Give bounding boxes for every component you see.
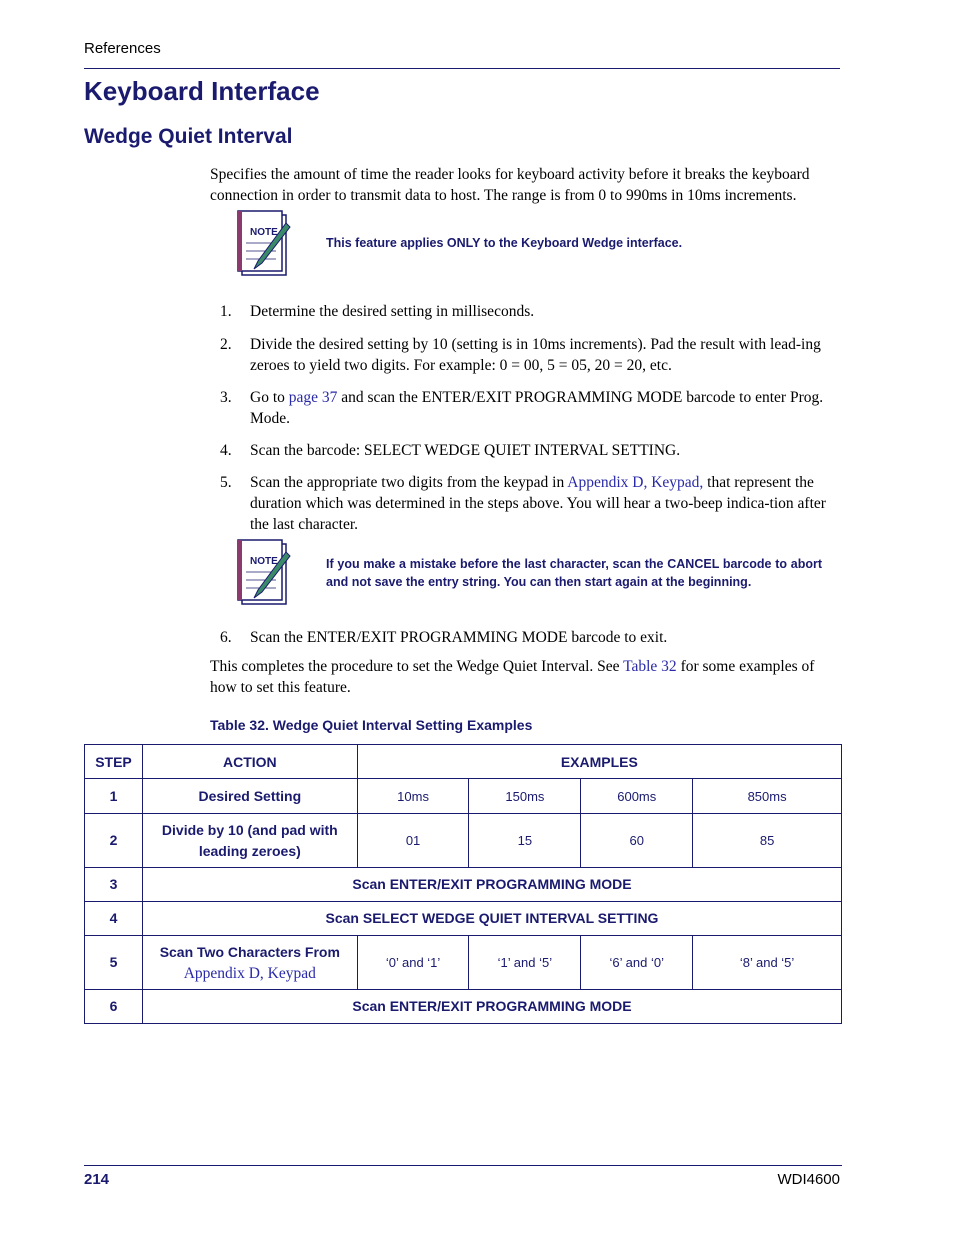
table-row: [85, 902, 842, 936]
note-text: If you make a mistake before the last character, scan the CANCEL barcode to abort and not save the entry string. You can then start again at the beginning.: [326, 557, 822, 589]
example-cell: ‘0’ and ‘1’: [357, 936, 469, 990]
action-cell: Divide by 10 (and pad with leading zeroes): [142, 814, 357, 868]
note-callout: [236, 538, 836, 610]
page-37-link[interactable]: page 37: [288, 389, 338, 406]
examples-table: [84, 744, 842, 1024]
product-name: WDI4600: [777, 1171, 840, 1188]
column-header-examples: EXAMPLES: [357, 745, 841, 779]
note-icon-label: NOTE: [250, 556, 278, 567]
example-cell: ‘6’ and ‘0’: [581, 936, 693, 990]
header-rule: [84, 68, 840, 69]
running-header: [84, 40, 840, 58]
step-text: Determine the desired setting in milliseconds.: [250, 303, 535, 320]
example-cell: 01: [357, 814, 469, 868]
footer-rule: [84, 1165, 842, 1166]
table-row: [85, 990, 842, 1024]
table-32-link[interactable]: Table 32: [623, 658, 677, 675]
note-pencil-icon: [236, 209, 292, 279]
page-title: Keyboard Interface: [84, 76, 320, 106]
step-cell: 4: [85, 902, 143, 936]
step-text: [250, 472, 840, 535]
step-cell: 2: [85, 814, 143, 868]
example-cell: 60: [581, 814, 693, 868]
example-cell: 600ms: [581, 779, 693, 814]
table-caption: Table 32. Wedge Quiet Interval Setting Examples: [210, 717, 533, 733]
example-cell: 150ms: [469, 779, 581, 814]
example-cell: 10ms: [357, 779, 469, 814]
action-span-cell: Scan SELECT WEDGE QUIET INTERVAL SETTING: [142, 902, 841, 936]
step-number: 1.: [220, 303, 232, 320]
note-text: This feature applies ONLY to the Keyboard Wedge interface.: [326, 236, 683, 250]
closing-text-after: for some examples of how to set this feature.: [210, 658, 815, 696]
step-cell: 1: [85, 779, 143, 814]
step-text-after: that represent the duration which was determined in the steps above. You will hear a two-beep indica-tion after the last character.: [250, 474, 826, 533]
step-number: 4.: [220, 442, 232, 459]
step-number: 5.: [220, 474, 232, 491]
action-cell: [142, 936, 357, 990]
example-cell: 850ms: [693, 779, 842, 814]
action-cell: Desired Setting: [142, 779, 357, 814]
table-header-row: [85, 745, 842, 779]
appendix-d-keypad-link[interactable]: Appendix D, Keypad: [183, 964, 316, 982]
example-cell: ‘8’ and ‘5’: [693, 936, 842, 990]
header-section-label: References: [84, 40, 161, 57]
closing-paragraph: [210, 656, 844, 698]
table-row: [85, 936, 842, 990]
table-row: [85, 868, 842, 902]
step-number: 2.: [220, 336, 232, 353]
step-number: 3.: [220, 389, 232, 406]
step-text-before: Go to: [250, 389, 289, 406]
note-pencil-icon: [236, 538, 292, 608]
action-span-cell: Scan ENTER/EXIT PROGRAMMING MODE: [142, 868, 841, 902]
step-text-before: Scan the appropriate two digits from the keypad in: [250, 474, 568, 491]
intro-paragraph: Specifies the amount of time the reader looks for keyboard activity before it breaks the keyboard connection in order to transmit data to host. The range is from 0 to 990ms in 10ms increments.: [210, 166, 810, 204]
action-span-cell: Scan ENTER/EXIT PROGRAMMING MODE: [142, 990, 841, 1024]
step-cell: 5: [85, 936, 143, 990]
page-number: 214: [84, 1171, 110, 1188]
step-text: Scan the barcode: SELECT WEDGE QUIET INTERVAL SETTING.: [250, 442, 681, 459]
step-text-after: and scan the ENTER/EXIT PROGRAMMING MODE barcode to enter Prog. Mode.: [250, 389, 824, 427]
closing-text-before: This completes the procedure to set the Wedge Quiet Interval. See: [210, 658, 624, 675]
table-row: [85, 779, 842, 814]
example-cell: ‘1’ and ‘5’: [469, 936, 581, 990]
appendix-d-keypad-link[interactable]: Appendix D, Keypad,: [567, 474, 704, 491]
table-row: [85, 814, 842, 868]
action-cell-text: Scan Two Characters From: [159, 943, 340, 960]
step-number: 6.: [220, 629, 232, 646]
note-icon-label: NOTE: [250, 227, 278, 238]
step-cell: 3: [85, 868, 143, 902]
example-cell: 15: [469, 814, 581, 868]
step-text: [250, 387, 840, 429]
note-callout: [236, 209, 836, 281]
example-cell: 85: [693, 814, 842, 868]
step-text: Divide the desired setting by 10 (setting is in 10ms increments). Pad the result with lead-ing zeroes to yield two digits. For example: 0 = 00, 5 = 05, 20 = 20, etc.: [250, 336, 821, 374]
step-text: Scan the ENTER/EXIT PROGRAMMING MODE barcode to exit.: [250, 629, 668, 646]
section-title: Wedge Quiet Interval: [84, 125, 293, 148]
step-cell: 6: [85, 990, 143, 1024]
column-header-action: ACTION: [142, 745, 357, 779]
column-header-step: STEP: [85, 745, 143, 779]
